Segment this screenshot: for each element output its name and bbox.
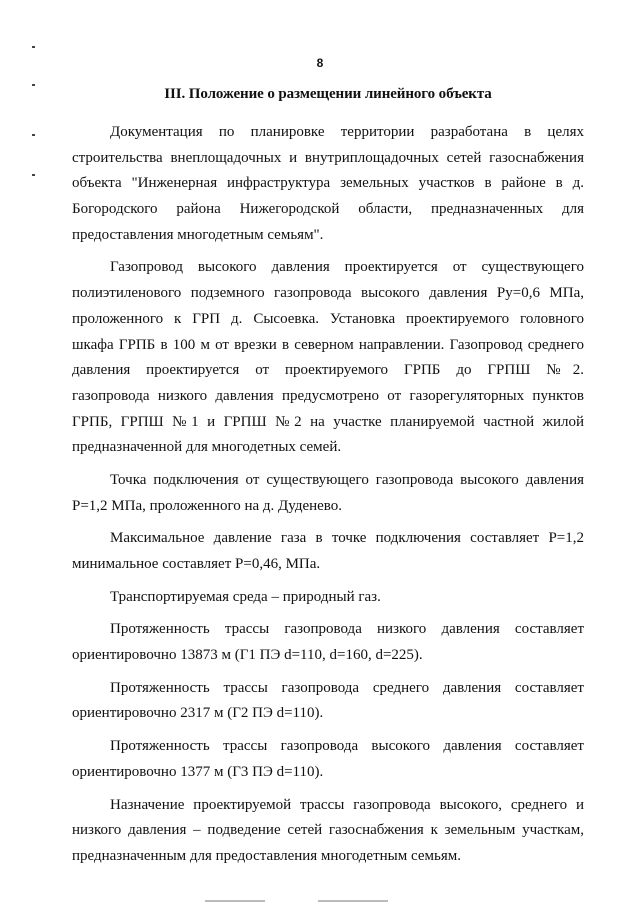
text-line: Богородского района Нижегородской области, предназначенных для bbox=[72, 201, 584, 218]
paragraph bbox=[72, 676, 584, 727]
text-line: низкого давления – подведение сетей газоснабжения к земельным участкам, bbox=[72, 822, 584, 839]
text-line: Максимальное давление газа в точке подключения составляет Р=1,2 bbox=[110, 530, 584, 547]
margin-mark bbox=[32, 46, 35, 48]
margin-mark bbox=[32, 174, 35, 176]
margin-mark bbox=[32, 84, 35, 86]
paragraph bbox=[72, 585, 584, 611]
text-line: газопровода низкого давления предусмотрено от газорегуляторных пунктов bbox=[72, 387, 584, 404]
text-line: Транспортируемая среда – природный газ. bbox=[110, 588, 381, 605]
text-line: строительства внеплощадочных и внутриплощадочных сетей газоснабжения bbox=[72, 149, 584, 166]
paragraph bbox=[72, 793, 584, 870]
text-line: шкафа ГРПБ в 100 м от врезки в северном направлении. Газопровод среднего bbox=[72, 336, 584, 353]
paragraph bbox=[72, 734, 584, 785]
paragraph bbox=[72, 617, 584, 668]
text-line: ГРПБ, ГРПШ №1 и ГРПШ №2 на участке планируемой частной жилой bbox=[72, 413, 584, 430]
text-line: Протяженность трассы газопровода высокого давления составляет bbox=[110, 738, 584, 755]
text-line: Газопровод высокого давления проектируется от существующего bbox=[110, 259, 584, 276]
paragraph bbox=[72, 255, 584, 461]
text-line: ориентировочно 2317 м (Г2 ПЭ d=110). bbox=[72, 705, 324, 722]
text-line: Р=1,2 МПа, проложенного на д. Дуденево. bbox=[72, 497, 343, 514]
document-body bbox=[72, 120, 584, 877]
text-line: объекта "Инженерная инфраструктура земельных участков в районе в д. bbox=[72, 175, 584, 192]
paragraph bbox=[72, 468, 584, 519]
text-line: Точка подключения от существующего газопровода высокого давления bbox=[110, 471, 584, 488]
text-line: Протяженность трассы газопровода низкого давления составляет bbox=[110, 621, 584, 638]
text-line: Документация по планировке территории разработана в целях bbox=[110, 124, 584, 140]
text-line: полиэтиленового подземного газопровода высокого давления Ру=0,6 МПа, bbox=[72, 285, 584, 302]
text-line: Назначение проектируемой трассы газопровода высокого, среднего и bbox=[110, 796, 584, 813]
paragraph bbox=[72, 526, 584, 577]
text-line: давления проектируется от проектируемого ГРПБ до ГРПШ №2. bbox=[72, 362, 584, 379]
text-line: Протяженность трассы газопровода среднего давления составляет bbox=[110, 679, 584, 696]
text-line: ориентировочно 1377 м (Г3 ПЭ d=110). bbox=[72, 763, 324, 780]
section-heading: III. Положение о размещении линейного объекта bbox=[164, 86, 492, 102]
text-line: предоставления многодетным семьям". bbox=[72, 226, 324, 243]
text-line: минимальное составляет Р=0,46, МПа. bbox=[72, 556, 321, 572]
margin-mark bbox=[32, 134, 35, 136]
text-line: ориентировочно 13873 м (Г1 ПЭ d=110, d=160, d=225). bbox=[72, 647, 423, 664]
text-line: предназначенным для предоставления многодетным семьям. bbox=[72, 847, 461, 864]
paragraph bbox=[72, 120, 584, 248]
text-line: проложенного к ГРП д. Сысоевка. Установка проектируемого головного bbox=[72, 310, 584, 327]
scan-artifact bbox=[318, 900, 388, 902]
text-line: предназначенной для многодетных семей. bbox=[72, 439, 342, 456]
page-number: 8 bbox=[316, 56, 324, 70]
scan-artifact bbox=[205, 900, 265, 902]
